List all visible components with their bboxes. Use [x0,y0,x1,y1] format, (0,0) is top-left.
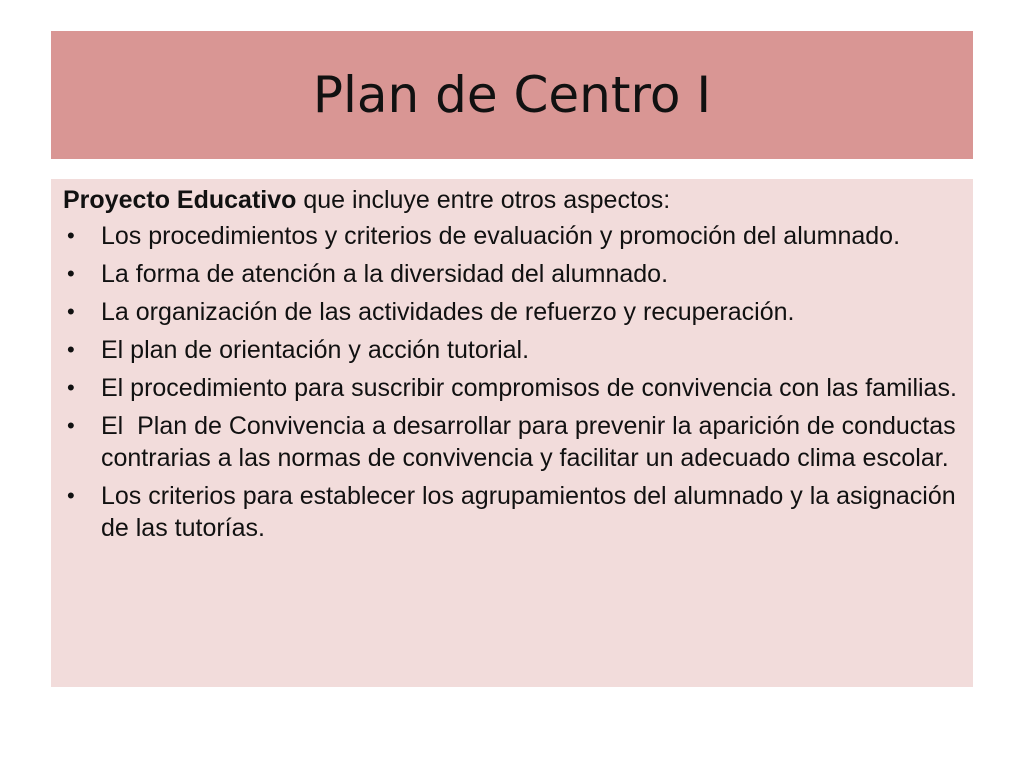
list-item-text: Los procedimientos y criterios de evaluación y promoción del alumnado. [101,222,901,250]
slide-title: Plan de Centro I [312,66,712,124]
list-item [63,296,959,328]
title-box [51,31,973,159]
intro-line [63,185,959,216]
bullet-list [63,220,963,544]
intro-text: que incluye entre otros aspectos: [296,186,671,214]
list-item [63,372,959,404]
list-item-text: Los criterios para establecer los agrupamientos del alumnado y la asignación de las tutorías. [101,482,956,542]
content-box [51,179,973,687]
list-item [63,220,959,252]
bullet-glyph: • [67,337,75,362]
list-item [63,334,959,366]
list-item [63,480,959,544]
bullet-glyph: • [67,413,75,438]
bullet-glyph: • [67,261,75,286]
list-item-text: El plan de orientación y acción tutorial. [101,336,530,364]
list-item-text: El Plan de Convivencia a desarrollar para prevenir la aparición de conductas contrarias a las normas de convivencia y facilitar un adecuado clima escolar. [101,412,963,472]
bullet-glyph: • [67,375,75,400]
list-item-text: El procedimiento para suscribir compromisos de convivencia con las familias. [101,374,957,402]
list-item-text: La forma de atención a la diversidad del alumnado. [101,260,669,288]
intro-bold: Proyecto Educativo [63,186,297,214]
list-item [63,258,959,290]
bullet-glyph: • [67,299,75,324]
list-item [63,410,963,474]
bullet-glyph: • [67,223,75,248]
list-item-text: La organización de las actividades de refuerzo y recuperación. [101,298,795,326]
bullet-glyph: • [67,483,75,508]
